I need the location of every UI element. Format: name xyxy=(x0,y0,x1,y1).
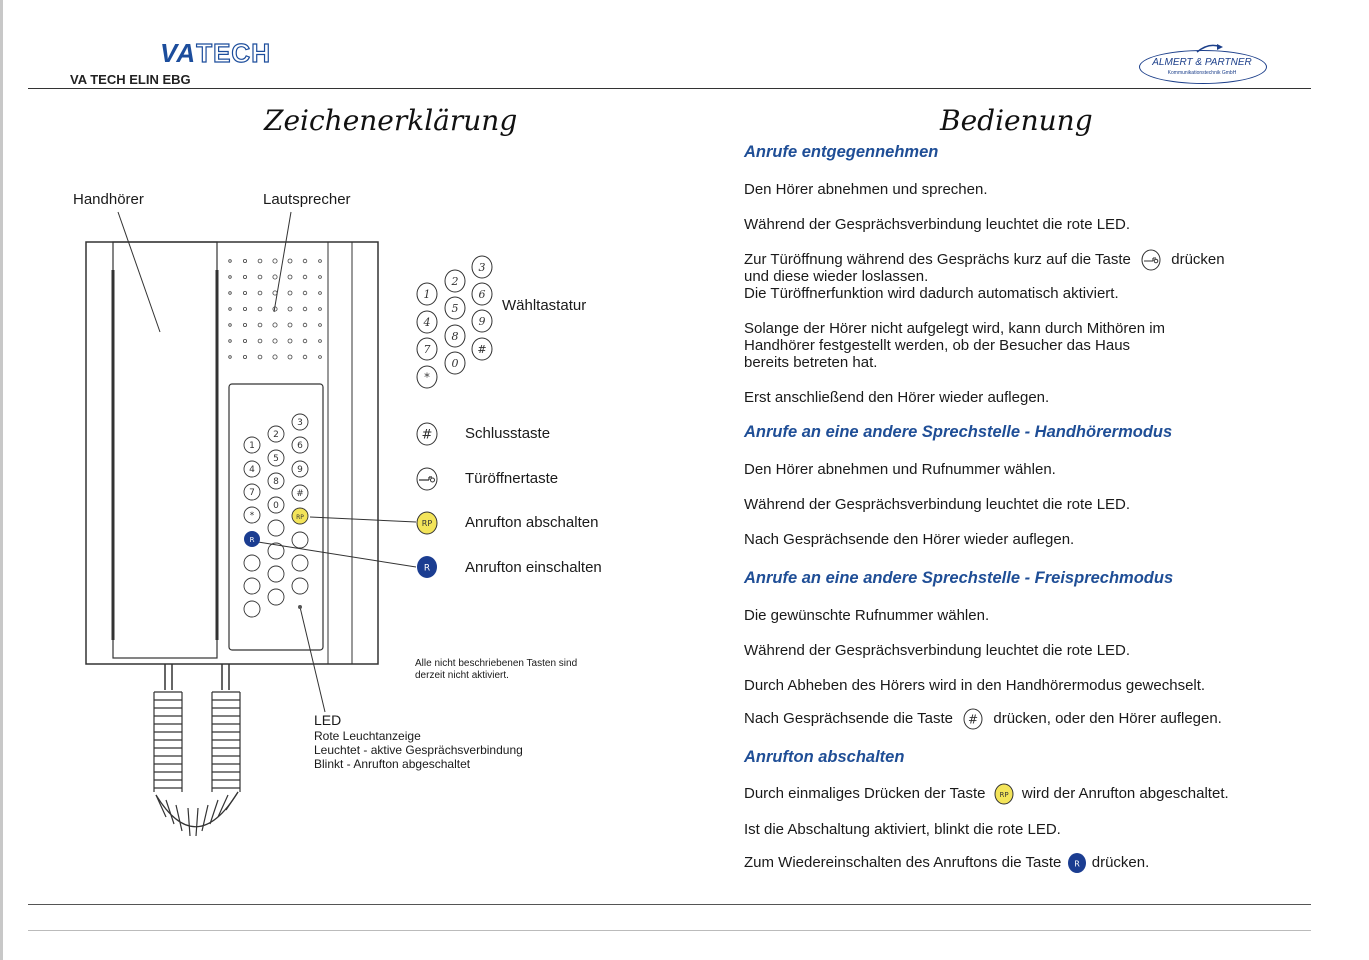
hash-key-icon xyxy=(414,421,440,447)
legend-anrufton-einschalten: Anrufton einschalten xyxy=(465,559,602,576)
legend-title: Zeichenerklärung xyxy=(264,104,518,137)
note-line-2: derzeit nicht aktiviert. xyxy=(415,670,509,681)
led-line-1: Rote Leuchtanzeige xyxy=(314,729,421,743)
vatech-logo: VATECH xyxy=(160,38,271,68)
legend-tueroeffnertaste: Türöffnertaste xyxy=(465,470,559,487)
svg-text:R: R xyxy=(423,563,431,574)
paragraph-schlusstaste xyxy=(744,707,1304,731)
svg-text:0: 0 xyxy=(451,357,459,370)
svg-text:#: # xyxy=(296,489,304,499)
section-title-anrufe-entgegennehmen: Anrufe entgegennehmen xyxy=(744,143,939,161)
svg-text:7: 7 xyxy=(249,488,255,498)
partner-logo-name: ALMERT & PARTNER xyxy=(1152,57,1252,68)
legend-schlusstaste: Schlusstaste xyxy=(465,425,551,442)
paragraph: Während der Gesprächsverbindung leuchtet die rote LED. xyxy=(744,642,1131,659)
svg-text:7: 7 xyxy=(423,343,431,356)
paragraph: Während der Gesprächsverbindung leuchtet die rote LED. xyxy=(744,496,1131,513)
svg-text:#: # xyxy=(477,343,487,356)
svg-text:*: * xyxy=(249,511,255,521)
paragraph-text: drücken, oder den Hörer auflegen. xyxy=(993,709,1222,727)
paragraph-text: Zur Türöffnung während des Gesprächs kurz auf die Taste xyxy=(744,250,1131,268)
led-title: LED xyxy=(314,712,342,728)
label-waehltastatur: Wähltastatur xyxy=(502,297,587,314)
door-key-icon xyxy=(414,466,440,492)
svg-text:3: 3 xyxy=(297,418,303,428)
paragraph: Solange der Hörer nicht aufgelegt wird, kann durch Mithören im xyxy=(744,320,1166,337)
paragraph-text: drücken. xyxy=(1091,853,1150,871)
svg-text:#: # xyxy=(421,427,433,443)
paragraph: und diese wieder loslassen. xyxy=(744,268,929,285)
paragraph: Nach Gesprächsende den Hörer wieder auflegen. xyxy=(744,531,1075,548)
svg-text:R: R xyxy=(249,536,255,544)
svg-text:RP: RP xyxy=(296,514,304,521)
svg-text:8: 8 xyxy=(451,330,459,343)
led-line-2: Leuchtet - aktive Gesprächsverbindung xyxy=(314,743,523,757)
svg-text:6: 6 xyxy=(297,441,303,451)
note-line-1: Alle nicht beschriebenen Tasten sind xyxy=(415,658,578,669)
paragraph-text: Zum Wiedereinschalten des Anruftons die Taste xyxy=(744,853,1062,871)
svg-text:2: 2 xyxy=(273,430,279,440)
svg-text:4: 4 xyxy=(249,465,255,475)
paragraph-r xyxy=(744,851,1304,875)
label-handhoerer: Handhörer xyxy=(73,191,144,208)
svg-text:8: 8 xyxy=(273,477,279,487)
paragraph-text: Nach Gesprächsende die Taste xyxy=(744,709,954,727)
partner-logo-arrow-icon xyxy=(1195,42,1225,54)
section-title-freisprechmodus: Anrufe an eine andere Sprechstelle - Freisprechmodus xyxy=(744,569,1174,587)
svg-text:0: 0 xyxy=(273,501,279,511)
svg-text:5: 5 xyxy=(273,454,279,464)
paragraph: bereits betreten hat. xyxy=(744,354,878,371)
r-key-icon xyxy=(1066,851,1088,875)
paragraph: Die Türöffnerfunktion wird dadurch automatisch aktiviert. xyxy=(744,285,1119,302)
footer-rule-2 xyxy=(28,930,1311,931)
company-name-left: VA TECH ELIN EBG xyxy=(70,72,191,87)
footer-rule xyxy=(28,904,1311,905)
svg-text:#: # xyxy=(968,712,979,727)
paragraph: Durch Abheben des Hörers wird in den Handhörermodus gewechselt. xyxy=(744,677,1206,694)
svg-text:RP: RP xyxy=(999,791,1009,799)
label-lautsprecher: Lautsprecher xyxy=(263,191,351,208)
paragraph: Erst anschließend den Hörer wieder auflegen. xyxy=(744,389,1050,406)
paragraph: Handhörer festgestellt werden, ob der Besucher das Haus xyxy=(744,337,1131,354)
svg-text:5: 5 xyxy=(451,302,459,315)
paragraph-text: wird der Anrufton abgeschaltet. xyxy=(1021,784,1229,802)
r-key-icon xyxy=(414,554,440,580)
svg-text:1: 1 xyxy=(423,288,431,301)
svg-text:*: * xyxy=(424,371,430,384)
section-title-anrufton-abschalten: Anrufton abschalten xyxy=(744,748,905,766)
paragraph: Den Hörer abnehmen und sprechen. xyxy=(744,181,988,198)
hash-key-icon xyxy=(961,707,985,731)
svg-text:9: 9 xyxy=(297,465,303,475)
svg-text:2: 2 xyxy=(451,275,459,288)
paragraph: Den Hörer abnehmen und Rufnummer wählen. xyxy=(744,461,1056,478)
paragraph-rp xyxy=(744,782,1304,806)
svg-text:6: 6 xyxy=(478,288,486,301)
rp-key-icon xyxy=(992,782,1016,806)
section-title-handhoerermodus: Anrufe an eine andere Sprechstelle - Handhörermodus xyxy=(744,423,1173,441)
paragraph: Ist die Abschaltung aktiviert, blinkt die rote LED. xyxy=(744,821,1061,838)
svg-text:R: R xyxy=(1073,859,1080,869)
paragraph-text: Durch einmaliges Drücken der Taste xyxy=(744,784,986,802)
paragraph: Während der Gesprächsverbindung leuchtet die rote LED. xyxy=(744,216,1131,233)
led-line-3: Blinkt - Anrufton abgeschaltet xyxy=(314,757,471,771)
paragraph-text: drücken xyxy=(1171,250,1225,268)
svg-text:1: 1 xyxy=(249,441,255,451)
operation-title: Bedienung xyxy=(940,104,1093,137)
svg-text:9: 9 xyxy=(478,315,486,328)
svg-text:RP: RP xyxy=(421,519,433,528)
svg-text:4: 4 xyxy=(423,316,431,329)
legend-anrufton-abschalten: Anrufton abschalten xyxy=(465,514,599,531)
paragraph: Die gewünschte Rufnummer wählen. xyxy=(744,607,990,624)
partner-logo-sub: Kommunikationstechnik GmbH xyxy=(1167,70,1237,76)
svg-text:3: 3 xyxy=(478,261,486,274)
rp-key-icon xyxy=(414,510,440,536)
